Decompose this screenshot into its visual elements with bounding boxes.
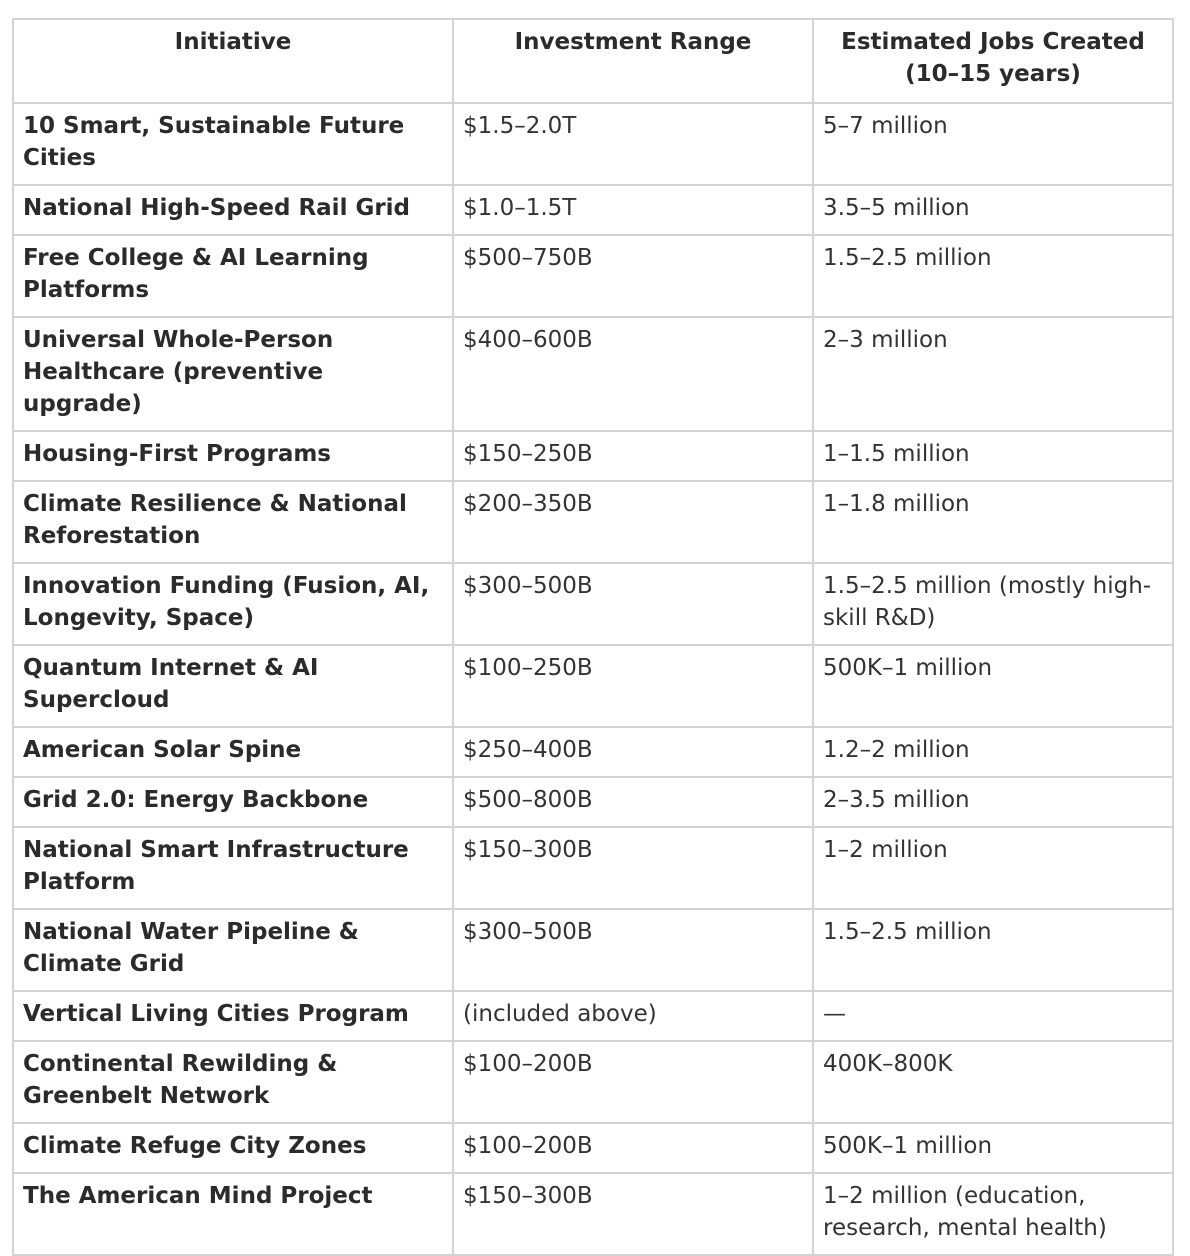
cell-jobs: 1.5–2.5 million <box>813 909 1173 991</box>
cell-investment: $300–500B <box>453 909 813 991</box>
table-row <box>13 727 1173 777</box>
cell-jobs: 2–3.5 million <box>813 777 1173 827</box>
cell-initiative: 10 Smart, Sustainable Future Cities <box>13 103 453 185</box>
cell-jobs: 1.2–2 million <box>813 727 1173 777</box>
cell-initiative: National Water Pipeline & Climate Grid <box>13 909 453 991</box>
cell-jobs: — <box>813 991 1173 1041</box>
cell-investment: $1.5–2.0T <box>453 103 813 185</box>
cell-jobs: 1.5–2.5 million <box>813 235 1173 317</box>
cell-initiative: Grid 2.0: Energy Backbone <box>13 777 453 827</box>
cell-investment: $500–800B <box>453 777 813 827</box>
cell-initiative: Innovation Funding (Fusion, AI, Longevity, Space) <box>13 563 453 645</box>
table-row <box>13 991 1173 1041</box>
initiatives-table-container <box>12 18 1174 1256</box>
header-estimated-jobs: Estimated Jobs Created (10–15 years) <box>813 19 1173 103</box>
cell-investment: $250–400B <box>453 727 813 777</box>
cell-jobs: 1–2 million <box>813 827 1173 909</box>
cell-initiative: Vertical Living Cities Program <box>13 991 453 1041</box>
cell-initiative: Free College & AI Learning Platforms <box>13 235 453 317</box>
cell-jobs: 400K–800K <box>813 1041 1173 1123</box>
cell-jobs: 1–1.5 million <box>813 431 1173 481</box>
cell-investment: $100–250B <box>453 645 813 727</box>
cell-jobs: 3.5–5 million <box>813 185 1173 235</box>
table-row <box>13 103 1173 185</box>
cell-investment: $150–300B <box>453 1173 813 1255</box>
cell-initiative: Quantum Internet & AI Supercloud <box>13 645 453 727</box>
table-header-row <box>13 19 1173 103</box>
cell-initiative: Universal Whole-Person Healthcare (preventive upgrade) <box>13 317 453 431</box>
cell-initiative: Climate Refuge City Zones <box>13 1123 453 1173</box>
cell-investment: $150–300B <box>453 827 813 909</box>
cell-initiative: National Smart Infrastructure Platform <box>13 827 453 909</box>
initiatives-table <box>12 18 1174 1256</box>
cell-investment: $100–200B <box>453 1123 813 1173</box>
cell-initiative: National High-Speed Rail Grid <box>13 185 453 235</box>
table-row <box>13 1041 1173 1123</box>
cell-initiative: Climate Resilience & National Reforestation <box>13 481 453 563</box>
table-row <box>13 1123 1173 1173</box>
cell-investment: $300–500B <box>453 563 813 645</box>
cell-investment: $500–750B <box>453 235 813 317</box>
cell-jobs: 1–1.8 million <box>813 481 1173 563</box>
header-investment-range: Investment Range <box>453 19 813 103</box>
cell-investment: $400–600B <box>453 317 813 431</box>
cell-investment: $150–250B <box>453 431 813 481</box>
cell-initiative: American Solar Spine <box>13 727 453 777</box>
table-row <box>13 481 1173 563</box>
cell-jobs: 1.5–2.5 million (mostly high-skill R&D) <box>813 563 1173 645</box>
table-row <box>13 827 1173 909</box>
table-row <box>13 777 1173 827</box>
cell-initiative: The American Mind Project <box>13 1173 453 1255</box>
cell-jobs: 5–7 million <box>813 103 1173 185</box>
table-row <box>13 645 1173 727</box>
header-initiative: Initiative <box>13 19 453 103</box>
cell-jobs: 1–2 million (education, research, mental health) <box>813 1173 1173 1255</box>
cell-investment: $1.0–1.5T <box>453 185 813 235</box>
cell-jobs: 500K–1 million <box>813 1123 1173 1173</box>
table-row <box>13 185 1173 235</box>
cell-investment: (included above) <box>453 991 813 1041</box>
cell-jobs: 2–3 million <box>813 317 1173 431</box>
table-row <box>13 317 1173 431</box>
table-row <box>13 235 1173 317</box>
cell-investment: $200–350B <box>453 481 813 563</box>
table-row <box>13 563 1173 645</box>
table-row <box>13 1173 1173 1255</box>
cell-initiative: Continental Rewilding & Greenbelt Network <box>13 1041 453 1123</box>
cell-initiative: Housing-First Programs <box>13 431 453 481</box>
cell-investment: $100–200B <box>453 1041 813 1123</box>
cell-jobs: 500K–1 million <box>813 645 1173 727</box>
table-row <box>13 431 1173 481</box>
table-row <box>13 909 1173 991</box>
